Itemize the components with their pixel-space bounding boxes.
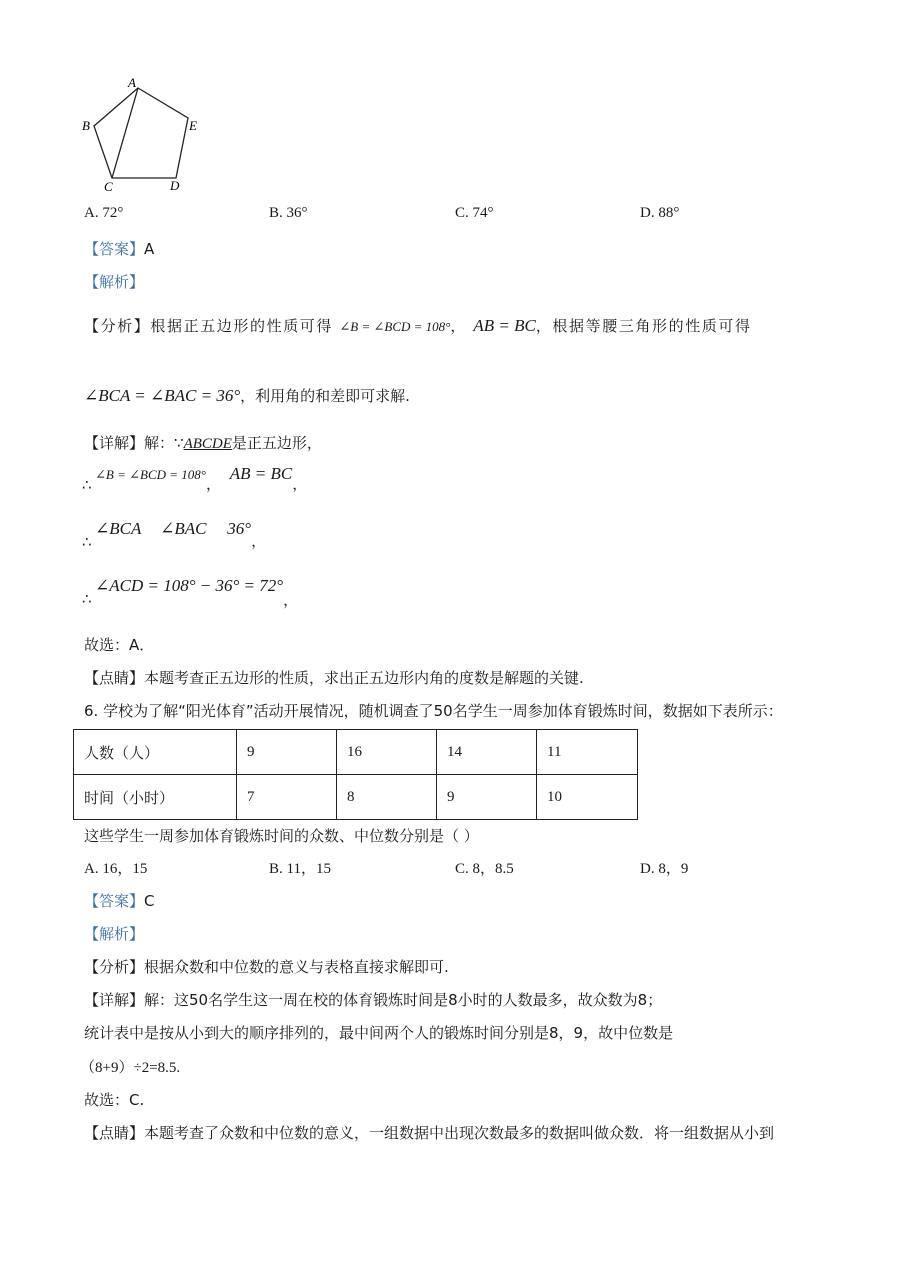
q6-comment-line	[84, 1122, 774, 1143]
q5-fenxi-math1: ∠B = ∠BCD = 108°	[339, 319, 451, 334]
q5-step1-math-b: AB = BC	[229, 464, 293, 483]
q5-step1-math-a: ∠B = ∠BCD = 108°	[95, 467, 206, 482]
q6-answer-tag: 【答案】	[84, 892, 145, 910]
q5-answer: A	[144, 240, 155, 258]
q5-answer-line	[84, 238, 154, 259]
q5-option-a: A. 72°	[84, 205, 124, 221]
vertex-c-label: C	[104, 179, 113, 194]
q5-step1-therefore: ∴	[82, 476, 92, 494]
q6-comment-text: 本题考查了众数和中位数的意义，一组数据中出现次数最多的数据叫做众数．将一组数据从小到	[144, 1124, 775, 1142]
q5-step2-line	[95, 518, 267, 550]
table-cell: 9	[437, 775, 537, 820]
vertex-a-label: A	[128, 75, 136, 90]
q6-fenxi-tag: 【分析】	[84, 958, 145, 976]
q5-step2-math-a: ∠BCA	[95, 519, 142, 538]
q5-fenxi-text3: ，利用角的和差即可求解.	[240, 387, 410, 405]
table-cell: 16	[337, 730, 437, 775]
q5-option-b: B. 36°	[269, 205, 308, 221]
q6-answer: C	[144, 892, 155, 910]
table-cell: 7	[237, 775, 337, 820]
vertex-e-label: E	[189, 118, 197, 133]
q5-step2-math-c: 36°	[227, 519, 252, 538]
q6-option-c: C. 8，8.5	[455, 861, 514, 877]
table-row	[74, 775, 638, 820]
q5-step1-comma: ，	[205, 475, 221, 493]
q5-fenxi-math2: AB = BC	[473, 316, 536, 335]
pentagon-figure	[78, 72, 208, 197]
q5-fenxi-text1: 根据正五边形的性质可得	[150, 317, 334, 335]
q5-answer-tag: 【答案】	[84, 240, 145, 258]
vertex-b-label: B	[82, 118, 90, 133]
q5-step1-line	[95, 463, 308, 493]
table-cell: 人数（人）	[74, 730, 237, 775]
q6-analysis-tag: 【解析】	[84, 925, 145, 943]
q6-comment-tag: 【点睛】	[84, 1124, 145, 1142]
q5-comment-tag: 【点睛】	[84, 669, 145, 687]
q5-comment-line	[84, 667, 584, 688]
q6-fenxi-text: 根据众数和中位数的意义与表格直接求解即可.	[144, 958, 449, 976]
q5-step3-line	[95, 575, 299, 609]
q6-answer-line	[84, 890, 155, 911]
q6-option-d: D. 8，9	[640, 861, 689, 877]
q6-detail-line	[84, 989, 662, 1010]
q5-detail-tag: 【详解】	[84, 434, 145, 452]
q5-step2-end: ，	[251, 532, 267, 550]
q5-detail-text1: 解：	[144, 434, 175, 452]
q6-option-b: B. 11，15	[269, 861, 331, 877]
table-cell: 时间（小时）	[74, 775, 237, 820]
table-cell: 14	[437, 730, 537, 775]
q5-detail-text2: 是正五边形，	[231, 434, 322, 452]
q6-detail-text: 解：这50名学生这一周在校的体育锻炼时间是8小时的人数最多，故众数为8；	[144, 991, 663, 1009]
q5-comment-text: 本题考查正五边形的性质，求出正五边形内角的度数是解题的关键.	[144, 669, 584, 687]
table-cell: 10	[537, 775, 638, 820]
q6-question: 这些学生一周参加体育锻炼时间的众数、中位数分别是（ ）	[84, 827, 479, 845]
q5-step3-therefore: ∴	[82, 590, 92, 608]
q5-step2-math-b: ∠BAC	[160, 519, 207, 538]
q5-fenxi-tag: 【分析】	[84, 317, 151, 335]
q6-stem: 6. 学校为了解“阳光体育”活动开展情况，随机调查了50名学生一周参加体育锻炼时间，数据如下表所示：	[84, 702, 783, 720]
q5-step2-therefore: ∴	[82, 533, 92, 551]
q5-fenxi-text2: ，根据等腰三角形的性质可得	[535, 317, 752, 335]
q5-detail-math1: ABCDE	[183, 436, 232, 452]
q5-detail-because: ∵	[174, 434, 184, 452]
q5-option-c: C. 74°	[455, 205, 494, 221]
q5-fenxi-line	[84, 315, 752, 336]
q6-option-a: A. 16，15	[84, 861, 148, 877]
q5-choose: 故选：A．	[84, 636, 155, 654]
q6-choose: 故选：C.	[84, 1091, 145, 1109]
q5-option-d: D. 88°	[640, 205, 680, 221]
vertex-d-label: D	[170, 178, 180, 193]
q5-detail-line	[84, 432, 322, 453]
q6-detail-line2: 统计表中是按从小到大的顺序排列的，最中间两个人的锻炼时间分别是8，9，故中位数是	[84, 1024, 674, 1042]
q6-detail-line3: （8+9）÷2=8.5.	[80, 1060, 181, 1076]
q5-fenxi-line2	[84, 385, 410, 406]
q6-data-table	[73, 729, 638, 820]
q6-detail-tag: 【详解】	[84, 991, 145, 1009]
q5-fenxi-math3: ∠BCA = ∠BAC = 36°	[84, 386, 241, 405]
table-cell: 9	[237, 730, 337, 775]
table-row	[74, 730, 638, 775]
table-cell: 11	[537, 730, 638, 775]
table-cell: 8	[337, 775, 437, 820]
q5-step3-end: ，	[283, 591, 299, 609]
q5-fenxi-sep: ，	[450, 317, 467, 335]
q6-fenxi-line	[84, 956, 449, 977]
q5-step3-math: ∠ACD = 108° − 36° = 72°	[95, 576, 284, 595]
q5-analysis-tag: 【解析】	[84, 273, 145, 291]
q5-step1-end: ，	[292, 475, 308, 493]
